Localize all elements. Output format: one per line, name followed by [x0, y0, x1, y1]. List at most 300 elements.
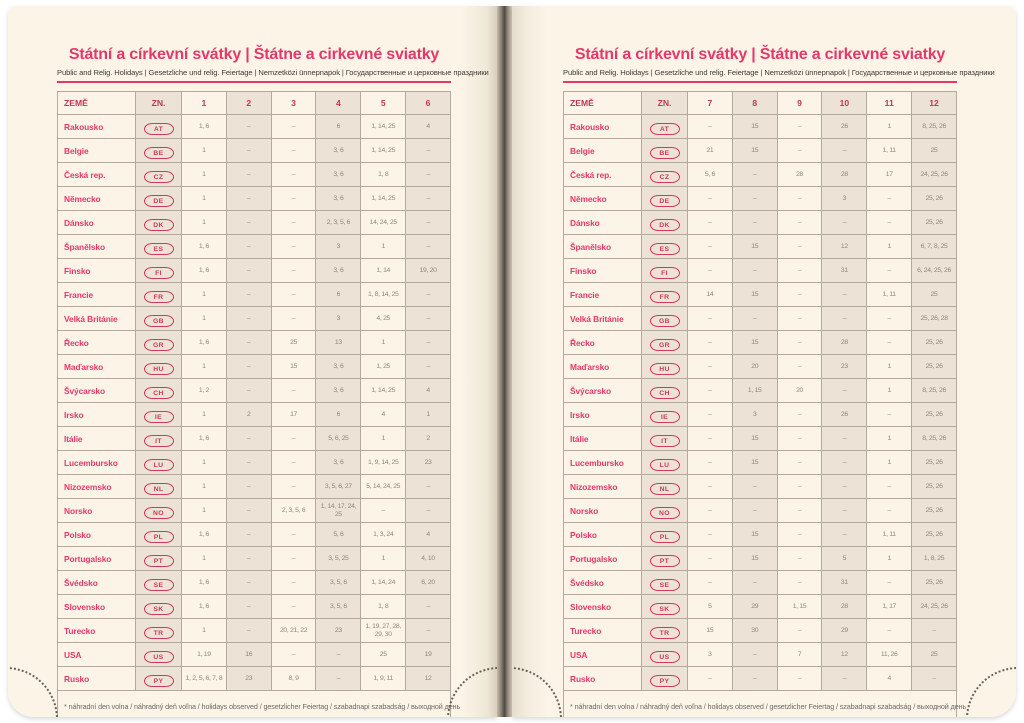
country-code-cell	[642, 307, 688, 331]
holiday-days-cell: –	[777, 283, 822, 307]
holiday-days-cell: 31	[822, 259, 867, 283]
country-code-badge: PY	[650, 675, 680, 687]
table-row	[58, 163, 451, 187]
holiday-days-cell: 5, 6	[688, 163, 733, 187]
table-row	[58, 451, 451, 475]
holiday-days-cell: 1	[182, 187, 227, 211]
holiday-days-cell: 1	[867, 451, 912, 475]
table-row	[564, 571, 957, 595]
holiday-days-cell: –	[777, 355, 822, 379]
table-row	[564, 355, 957, 379]
holiday-days-cell: 1, 6	[182, 571, 227, 595]
holiday-days-cell: –	[822, 307, 867, 331]
table-row	[58, 259, 451, 283]
holiday-days-cell: –	[732, 475, 777, 499]
holiday-days-cell: 26	[822, 403, 867, 427]
holiday-days-cell: –	[271, 523, 316, 547]
table-row	[58, 667, 451, 691]
holiday-days-cell: –	[867, 307, 912, 331]
country-name: Turecko	[58, 619, 136, 643]
country-code-badge: GB	[144, 315, 174, 327]
holiday-days-cell: –	[406, 211, 451, 235]
page-title: Státní a církevní svátky | Štátne a cirkevné sviatky	[68, 46, 440, 63]
country-code-cell	[642, 403, 688, 427]
holiday-days-cell: 5, 14, 24, 25	[361, 475, 406, 499]
country-name: Maďarsko	[564, 355, 642, 379]
holiday-days-cell: –	[271, 139, 316, 163]
holiday-days-cell: 17	[271, 403, 316, 427]
holiday-days-cell: –	[822, 283, 867, 307]
column-header: 1	[182, 92, 227, 115]
holiday-days-cell: –	[867, 475, 912, 499]
country-name: Finsko	[58, 259, 136, 283]
holiday-days-cell: –	[271, 475, 316, 499]
holiday-days-cell: 21	[688, 139, 733, 163]
country-code-cell	[642, 451, 688, 475]
country-code-badge: ES	[144, 243, 174, 255]
country-name: Španělsko	[564, 235, 642, 259]
country-code-badge: NO	[144, 507, 174, 519]
country-code-cell	[136, 331, 182, 355]
holiday-days-cell: 15	[688, 619, 733, 643]
country-code-badge: SE	[650, 579, 680, 591]
holiday-days-cell: 25	[912, 643, 957, 667]
holiday-days-cell: 1	[361, 331, 406, 355]
holiday-days-cell: 3, 6	[316, 163, 361, 187]
country-name: Portugalsko	[58, 547, 136, 571]
country-code-badge: FR	[650, 291, 680, 303]
holiday-days-cell: –	[867, 187, 912, 211]
holiday-days-cell: –	[226, 235, 271, 259]
country-code-cell	[136, 139, 182, 163]
table-row	[58, 355, 451, 379]
country-code-cell	[136, 187, 182, 211]
country-name: Velká Británie	[564, 307, 642, 331]
holiday-days-cell: –	[688, 571, 733, 595]
holiday-days-cell: 1	[867, 115, 912, 139]
holiday-days-cell: 3	[316, 307, 361, 331]
holiday-days-cell: –	[732, 571, 777, 595]
footnote-row	[58, 691, 451, 718]
country-code-badge: DK	[650, 219, 680, 231]
holiday-days-cell: 25, 26	[912, 355, 957, 379]
table-header-row	[564, 92, 957, 115]
holiday-days-cell: –	[226, 307, 271, 331]
holiday-days-cell: –	[688, 403, 733, 427]
holiday-days-cell: 5, 6	[316, 523, 361, 547]
holiday-days-cell: 3, 6	[316, 355, 361, 379]
holiday-days-cell: –	[271, 283, 316, 307]
column-header: 4	[316, 92, 361, 115]
holiday-days-cell: –	[822, 211, 867, 235]
country-code-cell	[642, 667, 688, 691]
holiday-days-cell: 4, 25	[361, 307, 406, 331]
country-name: Belgie	[564, 139, 642, 163]
country-name: Turecko	[564, 619, 642, 643]
holiday-days-cell: 1	[182, 547, 227, 571]
holiday-days-cell: –	[271, 235, 316, 259]
country-code-badge: BE	[650, 147, 680, 159]
country-name: Itálie	[58, 427, 136, 451]
table-row	[58, 331, 451, 355]
holiday-days-cell: 1	[182, 163, 227, 187]
country-code-cell	[642, 187, 688, 211]
holiday-days-cell: 15	[732, 115, 777, 139]
holiday-days-cell: 1, 11	[867, 139, 912, 163]
country-code-badge: TR	[144, 627, 174, 639]
country-code-cell	[642, 259, 688, 283]
holiday-days-cell: –	[732, 211, 777, 235]
table-row	[564, 619, 957, 643]
holiday-days-cell: 3, 6	[316, 187, 361, 211]
holiday-table-jan-jun	[57, 91, 461, 717]
country-name: Portugalsko	[564, 547, 642, 571]
country-code-badge: IE	[144, 411, 174, 423]
column-header: 6	[406, 92, 451, 115]
holiday-days-cell: –	[822, 523, 867, 547]
holiday-days-cell: 1, 6	[182, 523, 227, 547]
holiday-days-cell: 1, 25	[361, 355, 406, 379]
holiday-days-cell: –	[822, 139, 867, 163]
holiday-days-cell: –	[226, 259, 271, 283]
country-code-badge: SK	[650, 603, 680, 615]
holiday-days-cell: –	[867, 619, 912, 643]
country-code-cell	[642, 331, 688, 355]
country-name: Španělsko	[58, 235, 136, 259]
column-header: ZEMĚ	[58, 92, 136, 115]
holiday-days-cell: 23	[822, 355, 867, 379]
holiday-days-cell: –	[226, 571, 271, 595]
holiday-days-cell: –	[271, 187, 316, 211]
country-code-badge: DE	[650, 195, 680, 207]
country-code-badge: IT	[650, 435, 680, 447]
holiday-days-cell: 1	[182, 307, 227, 331]
holiday-days-cell: 1	[867, 379, 912, 403]
holiday-days-cell: –	[867, 571, 912, 595]
holiday-days-cell: –	[822, 475, 867, 499]
page-right	[512, 6, 1016, 717]
holiday-days-cell: 6, 20	[406, 571, 451, 595]
country-name: Nizozemsko	[58, 475, 136, 499]
holiday-days-cell: 25	[361, 643, 406, 667]
holiday-days-cell: –	[732, 667, 777, 691]
holiday-days-cell: 29	[822, 619, 867, 643]
holiday-days-cell: –	[912, 619, 957, 643]
holiday-days-cell: 1, 14	[361, 259, 406, 283]
holiday-days-cell: 3, 6	[316, 451, 361, 475]
country-code-badge: HU	[650, 363, 680, 375]
table-row	[58, 211, 451, 235]
country-code-cell	[136, 475, 182, 499]
holiday-days-cell: –	[732, 187, 777, 211]
country-code-cell	[136, 211, 182, 235]
table-row	[58, 571, 451, 595]
column-header: 3	[271, 92, 316, 115]
holiday-days-cell: –	[777, 523, 822, 547]
country-code-badge: PT	[144, 555, 174, 567]
country-name: Finsko	[564, 259, 642, 283]
holiday-days-cell: 31	[822, 571, 867, 595]
table-row	[564, 451, 957, 475]
holiday-days-cell: –	[406, 139, 451, 163]
holiday-days-cell: 15	[732, 547, 777, 571]
country-code-cell	[642, 499, 688, 523]
holiday-days-cell: 4	[361, 403, 406, 427]
country-name: Velká Británie	[58, 307, 136, 331]
holiday-days-cell: –	[406, 187, 451, 211]
holiday-days-cell: –	[777, 139, 822, 163]
holiday-days-cell: 1	[867, 235, 912, 259]
country-code-badge: NL	[144, 483, 174, 495]
holiday-days-cell: –	[226, 187, 271, 211]
country-code-cell	[136, 259, 182, 283]
holiday-days-cell: 1, 6	[182, 259, 227, 283]
holiday-days-cell: 23	[316, 619, 361, 643]
table-row	[58, 619, 451, 643]
holiday-days-cell: 1, 8, 14, 25	[361, 283, 406, 307]
holiday-days-cell: 16	[226, 643, 271, 667]
holiday-days-cell: 25, 26	[912, 187, 957, 211]
holiday-days-cell: 25, 26, 28	[912, 307, 957, 331]
holiday-days-cell: –	[226, 379, 271, 403]
holiday-days-cell: 12	[822, 235, 867, 259]
holiday-days-cell: 15	[732, 427, 777, 451]
holiday-days-cell: 3, 6	[316, 139, 361, 163]
country-code-cell	[642, 283, 688, 307]
column-header: 2	[226, 92, 271, 115]
holiday-days-cell: –	[316, 643, 361, 667]
holiday-days-cell: –	[688, 187, 733, 211]
holiday-days-cell: –	[688, 115, 733, 139]
table-row	[564, 547, 957, 571]
holiday-days-cell: 25	[912, 283, 957, 307]
country-name: Maďarsko	[58, 355, 136, 379]
table-footnote: * náhradní den volna / náhradný deň voľna / holidays observed / gesetzlicher Feiertag / szabadnapi szabadság / выходной день	[58, 691, 451, 718]
country-code-cell	[136, 643, 182, 667]
holiday-days-cell: –	[688, 331, 733, 355]
holiday-days-cell: –	[867, 259, 912, 283]
holiday-days-cell: 2, 3, 5, 6	[316, 211, 361, 235]
country-code-badge: DE	[144, 195, 174, 207]
holiday-days-cell: –	[226, 283, 271, 307]
holiday-days-cell: –	[822, 427, 867, 451]
holiday-days-cell: –	[226, 427, 271, 451]
holiday-days-cell: –	[406, 499, 451, 523]
table-row	[58, 427, 451, 451]
holiday-days-cell: 4, 10	[406, 547, 451, 571]
holiday-days-cell: 3, 5, 25	[316, 547, 361, 571]
holiday-days-cell: 20, 21, 22	[271, 619, 316, 643]
holiday-days-cell: –	[688, 499, 733, 523]
table-row	[564, 427, 957, 451]
holiday-days-cell: 1	[867, 547, 912, 571]
country-code-badge: DK	[144, 219, 174, 231]
country-code-cell	[642, 163, 688, 187]
country-code-cell	[642, 643, 688, 667]
country-name: Polsko	[58, 523, 136, 547]
country-code-badge: LU	[144, 459, 174, 471]
country-code-badge: IT	[144, 435, 174, 447]
holiday-days-cell: –	[822, 499, 867, 523]
holiday-days-cell: 15	[732, 139, 777, 163]
page-subtitle: Public and Relig. Holidays | Gesetzliche und relig. Feiertage | Nemzetközi ünnepnapok | Государственные и церковные праздники	[563, 68, 995, 77]
holiday-days-cell: 3, 6	[316, 259, 361, 283]
holiday-days-cell: 1	[182, 619, 227, 643]
table-header-row	[58, 92, 451, 115]
country-code-cell	[642, 355, 688, 379]
holiday-days-cell: 7	[777, 643, 822, 667]
holiday-days-cell: 1, 14, 25	[361, 139, 406, 163]
holiday-days-cell: 23	[226, 667, 271, 691]
holiday-days-cell: 2, 3, 5, 6	[271, 499, 316, 523]
holiday-days-cell: 3	[688, 643, 733, 667]
column-header: 12	[912, 92, 957, 115]
holiday-days-cell: 8, 25, 26	[912, 115, 957, 139]
holiday-days-cell: –	[271, 307, 316, 331]
table-row	[564, 259, 957, 283]
holiday-days-cell: –	[867, 499, 912, 523]
column-header: 10	[822, 92, 867, 115]
holiday-table	[563, 91, 967, 717]
holiday-days-cell: 1, 14, 25	[361, 379, 406, 403]
holiday-days-cell: 25, 26	[912, 403, 957, 427]
holiday-days-cell: 19, 20	[406, 259, 451, 283]
country-code-badge: PL	[650, 531, 680, 543]
holiday-days-cell: –	[867, 331, 912, 355]
holiday-days-cell: –	[688, 475, 733, 499]
country-code-badge: PY	[144, 675, 174, 687]
holiday-days-cell: 29	[732, 595, 777, 619]
country-name: Česká rep.	[564, 163, 642, 187]
holiday-days-cell: 25, 26	[912, 211, 957, 235]
holiday-days-cell: –	[777, 547, 822, 571]
country-code-cell	[136, 115, 182, 139]
holiday-days-cell: –	[226, 355, 271, 379]
table-row	[564, 211, 957, 235]
country-code-badge: PT	[650, 555, 680, 567]
country-code-badge: BE	[144, 147, 174, 159]
country-code-cell	[136, 595, 182, 619]
table-row	[564, 331, 957, 355]
country-code-cell	[136, 571, 182, 595]
table-row	[564, 187, 957, 211]
holiday-days-cell: 4	[406, 115, 451, 139]
holiday-days-cell: –	[777, 475, 822, 499]
country-code-badge: TR	[650, 627, 680, 639]
country-code-cell	[136, 667, 182, 691]
holiday-days-cell: –	[226, 475, 271, 499]
holiday-days-cell: 1, 2, 5, 6, 7, 8	[182, 667, 227, 691]
country-code-cell	[642, 379, 688, 403]
holiday-days-cell: 1	[406, 403, 451, 427]
holiday-days-cell: 25, 26	[912, 499, 957, 523]
holiday-days-cell: 3	[732, 403, 777, 427]
holiday-days-cell: –	[777, 307, 822, 331]
country-code-badge: IE	[650, 411, 680, 423]
book-spine	[497, 6, 512, 717]
holiday-days-cell: –	[271, 211, 316, 235]
holiday-days-cell: –	[406, 355, 451, 379]
holiday-days-cell: 6, 24, 25, 26	[912, 259, 957, 283]
country-code-cell	[642, 427, 688, 451]
column-header: 8	[732, 92, 777, 115]
country-code-cell	[642, 475, 688, 499]
country-name: Dánsko	[58, 211, 136, 235]
country-name: Norsko	[564, 499, 642, 523]
country-name: USA	[564, 643, 642, 667]
holiday-days-cell: 1	[182, 211, 227, 235]
holiday-days-cell: 1, 6	[182, 115, 227, 139]
country-name: Německo	[564, 187, 642, 211]
holiday-days-cell: 15	[732, 235, 777, 259]
country-name: Irsko	[58, 403, 136, 427]
page-subtitle: Public and Relig. Holidays | Gesetzliche und relig. Feiertage | Nemzetközi ünnepnapok | Государственные и церковные праздники	[57, 68, 489, 77]
holiday-days-cell: –	[226, 619, 271, 643]
table-row	[564, 139, 957, 163]
country-code-badge: CH	[144, 387, 174, 399]
country-code-cell	[136, 235, 182, 259]
country-code-badge: AT	[144, 123, 174, 135]
holiday-days-cell: 13	[316, 331, 361, 355]
holiday-days-cell: 1, 19, 27, 28, 29, 30	[361, 619, 406, 643]
holiday-days-cell: –	[777, 427, 822, 451]
holiday-days-cell: –	[406, 595, 451, 619]
holiday-days-cell: 6	[316, 283, 361, 307]
holiday-days-cell: –	[777, 571, 822, 595]
country-code-badge: US	[650, 651, 680, 663]
holiday-days-cell: –	[406, 163, 451, 187]
column-header: 7	[688, 92, 733, 115]
country-code-cell	[642, 619, 688, 643]
holiday-days-cell: 14, 24, 25	[361, 211, 406, 235]
country-code-cell	[136, 403, 182, 427]
table-footnote: * náhradní den volna / náhradný deň voľna / holidays observed / gesetzlicher Feiertag / szabadnapi szabadság / выходной день	[564, 691, 957, 718]
holiday-days-cell: 1	[182, 403, 227, 427]
holiday-days-cell: 3	[316, 235, 361, 259]
country-code-badge: CZ	[650, 171, 680, 183]
country-name: Rusko	[58, 667, 136, 691]
holiday-days-cell: –	[226, 331, 271, 355]
holiday-days-cell: –	[271, 427, 316, 451]
holiday-days-cell: –	[226, 499, 271, 523]
perforation-arc-bottom-inner	[512, 667, 562, 717]
table-row	[58, 475, 451, 499]
page-left	[8, 6, 497, 717]
table-row	[564, 307, 957, 331]
holiday-days-cell: –	[271, 595, 316, 619]
country-name: Lucembursko	[564, 451, 642, 475]
holiday-days-cell: 1, 8, 25	[912, 547, 957, 571]
holiday-days-cell: –	[777, 451, 822, 475]
holiday-days-cell: 15	[732, 451, 777, 475]
holiday-days-cell: –	[688, 235, 733, 259]
country-name: Irsko	[564, 403, 642, 427]
holiday-days-cell: 17	[867, 163, 912, 187]
table-row	[58, 523, 451, 547]
holiday-days-cell: 8, 25, 26	[912, 427, 957, 451]
table-row	[564, 667, 957, 691]
holiday-days-cell: –	[688, 667, 733, 691]
holiday-days-cell: –	[777, 259, 822, 283]
holiday-days-cell: 1, 3, 24	[361, 523, 406, 547]
holiday-days-cell: 26	[822, 115, 867, 139]
page-title: Státní a církevní svátky | Štátne a cirkevné sviatky	[574, 46, 946, 63]
holiday-days-cell: –	[406, 307, 451, 331]
holiday-days-cell: –	[822, 451, 867, 475]
country-name: Německo	[58, 187, 136, 211]
holiday-days-cell: –	[777, 667, 822, 691]
holiday-days-cell: 20	[777, 379, 822, 403]
